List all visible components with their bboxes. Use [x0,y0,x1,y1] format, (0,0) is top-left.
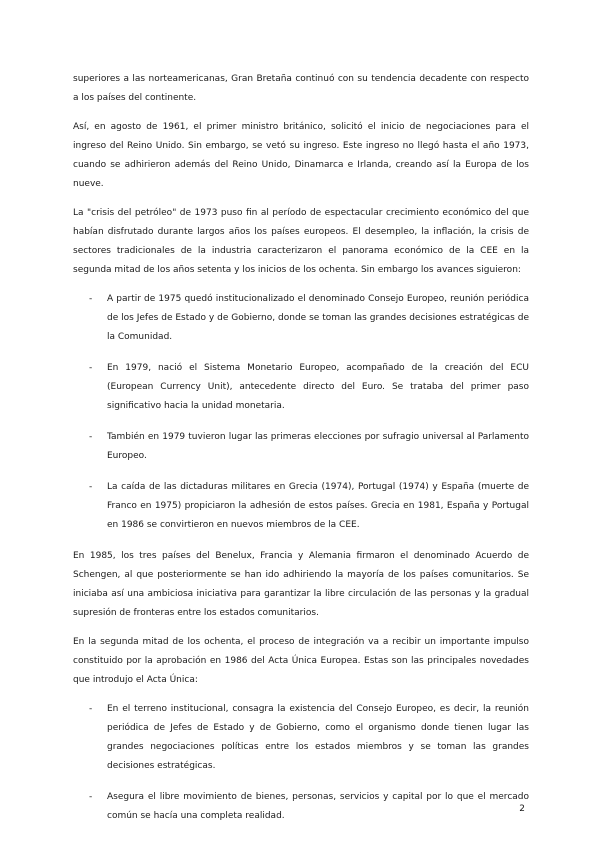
paragraph-2: Así, en agosto de 1961, el primer ministro británico, solicitó el inicio de negociaciones para el ingreso del Reino Unido. Sin embargo, se vetó su ingreso. Este ingreso no llegó hasta el año 1973, cuando se adhirieron además del Reino Unido, Dinamarca e Irlanda, creando así la Europa de los nueve. [73,122,529,189]
bullet-dash: - [89,432,93,442]
page-content [73,70,529,838]
list-advances [73,290,529,535]
list-item [73,290,529,347]
list-item [73,478,529,535]
list-item [73,700,529,776]
list-item-text: La caída de las dictaduras militares en Grecia (1974), Portugal (1974) y España (muerte de Franco en 1975) propiciaron la adhesión de estos países. Grecia en 1981, España y Portugal en 1986 se convirtieron en nuevos miembros de la CEE. [107,482,529,530]
paragraph-4: En 1985, los tres países del Benelux, Francia y Alemania firmaron el denominado Acuerdo de Schengen, al que posteriormente se han ido adhiriendo la mayoría de los países comunitarios. Se iniciaba así una ambiciosa iniciativa para garantizar la libre circulación de las personas y la gradual supresión de fronteras entre los estados comunitarios. [73,551,529,618]
bullet-dash: - [89,704,93,714]
list-item-text: Asegura el libre movimiento de bienes, personas, servicios y capital por lo que el mercado común se hacía una completa realidad. [107,792,529,821]
list-item-text: A partir de 1975 quedó institucionalizado el denominado Consejo Europeo, reunión periódica de los Jefes de Estado y de Gobierno, donde se toman las grandes decisiones estratégicas de la Comunidad. [107,294,529,342]
paragraph-1: superiores a las norteamericanas, Gran Bretaña continuó con su tendencia decadente con respecto a los países del continente. [73,74,529,103]
bullet-dash: - [89,792,93,802]
bullet-dash: - [89,482,93,492]
page-number: 2 [519,804,525,814]
list-item-text: En el terreno institucional, consagra la existencia del Consejo Europeo, es decir, la reunión periódica de Jefes de Estado y de Gobierno, como el organismo donde tienen lugar las grandes negociaciones políticas entre los estados miembros y se toman las grandes decisiones estratégicas. [107,704,529,771]
paragraph-3: La "crisis del petróleo" de 1973 puso fin al período de espectacular crecimiento económico del que habían disfrutado durante largos años los países europeos. El desempleo, la inflación, la crisis de sectores tradicionales de la industria caracterizaron el panorama económico de la CEE en la segunda mitad de los años setenta y los inicios de los ochenta. Sin embargo los avances siguieron: [73,208,529,275]
list-item-text: En 1979, nació el Sistema Monetario Europeo, acompañado de la creación del ECU (European Currency Unit), antecedente directo del Euro. Se trataba del primer paso significativo hacia la unidad monetaria. [107,363,529,411]
list-item [73,788,529,826]
bullet-dash: - [89,363,93,373]
list-item [73,359,529,416]
list-item [73,428,529,466]
bullet-dash: - [89,294,93,304]
list-item-text: También en 1979 tuvieron lugar las primeras elecciones por sufragio universal al Parlamento Europeo. [107,432,529,461]
list-acta-unica [73,700,529,826]
paragraph-5: En la segunda mitad de los ochenta, el proceso de integración va a recibir un importante impulso constituido por la aprobación en 1986 del Acta Única Europea. Estas son las principales novedades que introdujo el Acta Única: [73,637,529,685]
